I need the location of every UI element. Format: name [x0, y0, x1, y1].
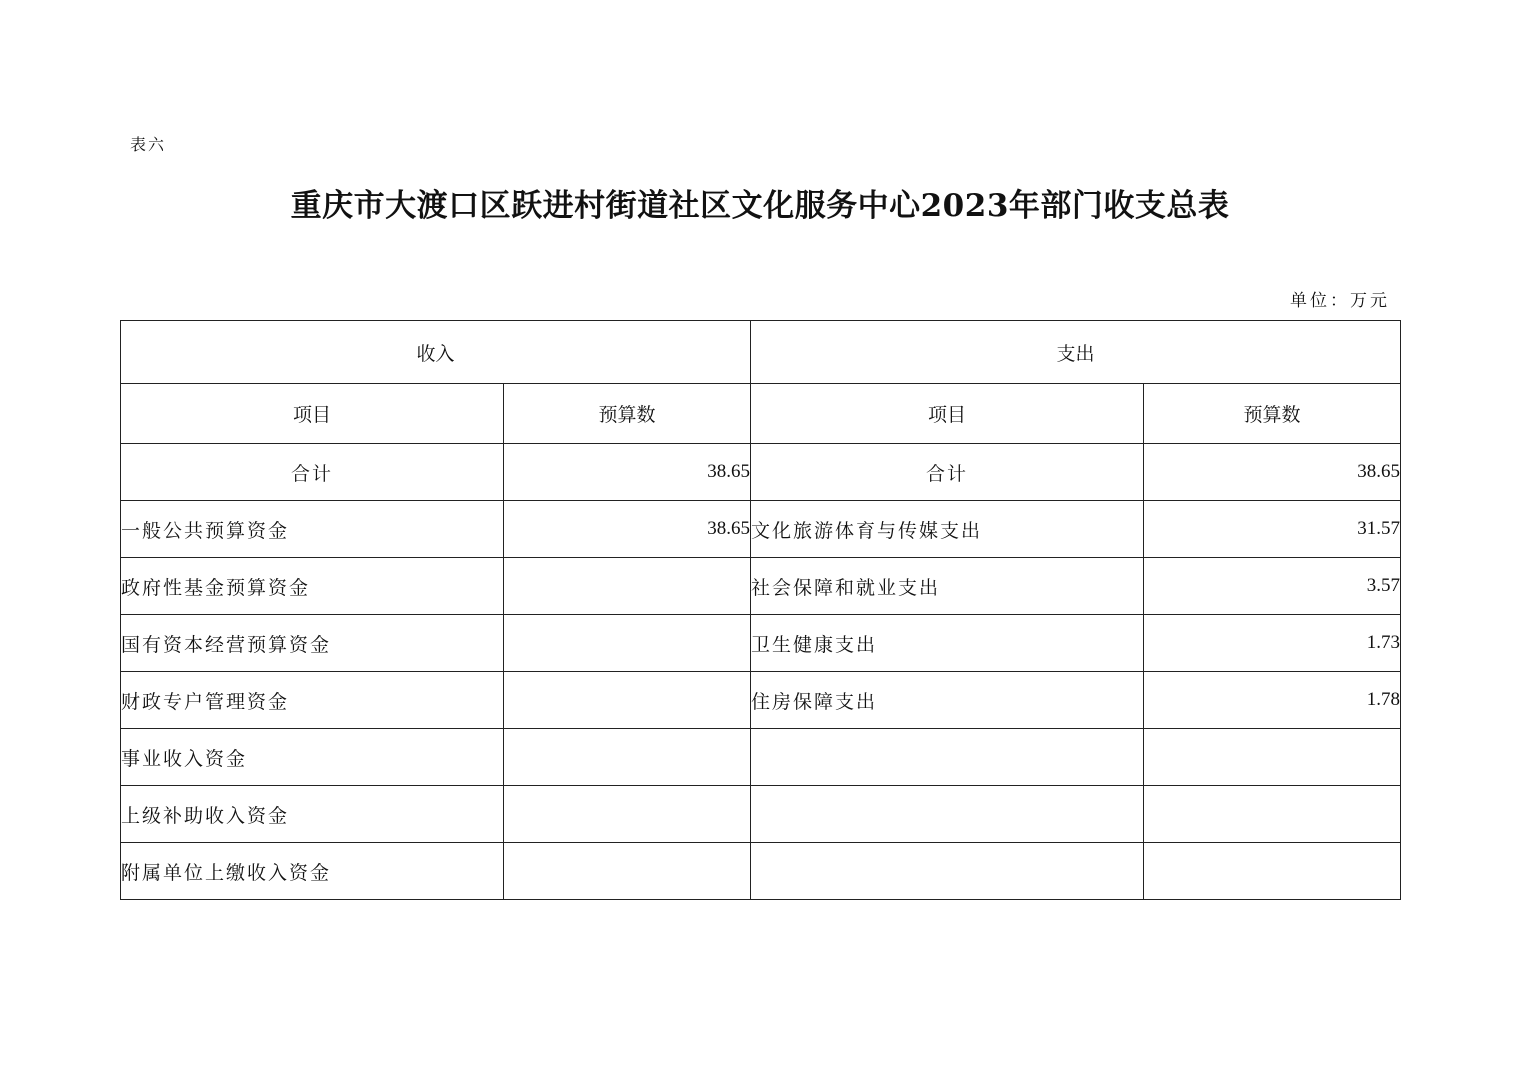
expense-amount-cell: 1.78	[1144, 672, 1401, 729]
expense-amount-cell: 3.57	[1144, 558, 1401, 615]
table-row	[121, 672, 1401, 729]
expense-item-cell	[751, 843, 1144, 900]
table-row	[121, 729, 1401, 786]
expense-item-cell: 社会保障和就业支出	[751, 558, 1144, 615]
expense-item-cell: 卫生健康支出	[751, 615, 1144, 672]
income-amount-cell	[504, 843, 751, 900]
expense-amount-column-header: 预算数	[1144, 384, 1401, 444]
section-header-row	[121, 321, 1401, 384]
expense-item-cell: 住房保障支出	[751, 672, 1144, 729]
income-item-cell: 上级补助收入资金	[121, 786, 504, 843]
table-row	[121, 786, 1401, 843]
expense-total-amount: 38.65	[1144, 444, 1401, 501]
income-amount-cell	[504, 786, 751, 843]
income-amount-cell	[504, 729, 751, 786]
income-item-cell: 财政专户管理资金	[121, 672, 504, 729]
table-row	[121, 615, 1401, 672]
expense-item-cell	[751, 786, 1144, 843]
income-amount-cell	[504, 558, 751, 615]
table-number-label: 表六	[130, 135, 167, 154]
budget-summary-table	[120, 320, 1401, 900]
income-total-amount: 38.65	[504, 444, 751, 501]
income-item-cell: 一般公共预算资金	[121, 501, 504, 558]
expense-section-header: 支出	[751, 321, 1401, 384]
income-item-cell: 政府性基金预算资金	[121, 558, 504, 615]
expense-amount-cell: 31.57	[1144, 501, 1401, 558]
table-row	[121, 558, 1401, 615]
income-amount-cell: 38.65	[504, 501, 751, 558]
expense-item-cell: 文化旅游体育与传媒支出	[751, 501, 1144, 558]
expense-item-cell	[751, 729, 1144, 786]
expense-item-column-header: 项目	[751, 384, 1144, 444]
table-row	[121, 501, 1401, 558]
income-section-header: 收入	[121, 321, 751, 384]
unit-note: 单位：万元	[1290, 291, 1390, 311]
expense-total-label: 合计	[751, 444, 1144, 501]
expense-amount-cell	[1144, 786, 1401, 843]
expense-amount-cell	[1144, 729, 1401, 786]
income-amount-cell	[504, 672, 751, 729]
income-item-cell: 附属单位上缴收入资金	[121, 843, 504, 900]
expense-amount-cell	[1144, 843, 1401, 900]
income-amount-cell	[504, 615, 751, 672]
income-amount-column-header: 预算数	[504, 384, 751, 444]
income-item-column-header: 项目	[121, 384, 504, 444]
income-item-cell: 国有资本经营预算资金	[121, 615, 504, 672]
column-header-row	[121, 384, 1401, 444]
document-title: 重庆市大渡口区跃进村街道社区文化服务中心2023年部门收支总表	[290, 188, 1230, 224]
table-row	[121, 843, 1401, 900]
income-item-cell: 事业收入资金	[121, 729, 504, 786]
income-total-label: 合计	[121, 444, 504, 501]
total-row	[121, 444, 1401, 501]
expense-amount-cell: 1.73	[1144, 615, 1401, 672]
